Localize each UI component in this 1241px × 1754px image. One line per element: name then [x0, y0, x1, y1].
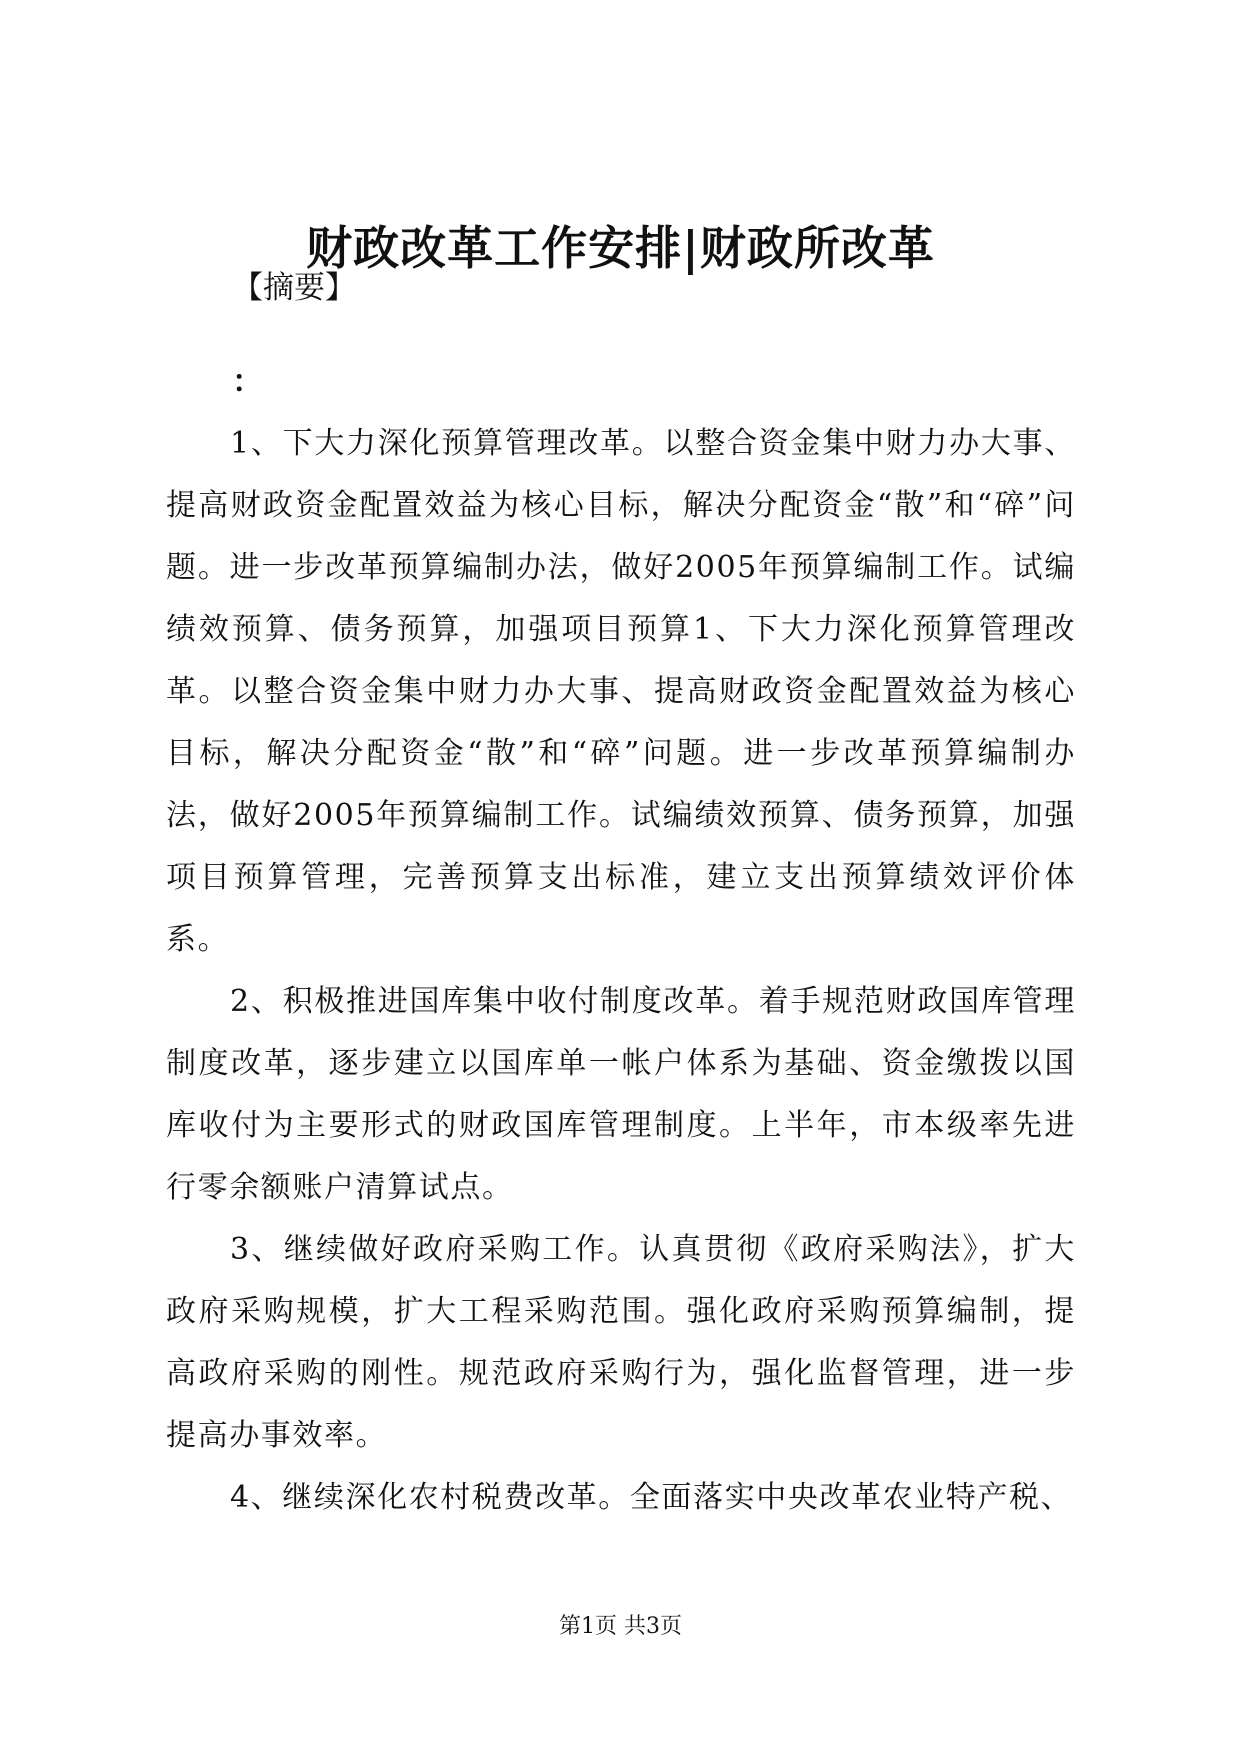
paragraph-1: 1、下大力深化预算管理改革。以整合资金集中财力办大事、提高财政资金配置效益为核心目标，解决分配资金“散”和“碎”问题。进一步改革预算编制办法，做好2005年预算编制工作。试编绩效预算、债务预算，加强项目预算1、下大力深化预算管理改革。以整合资金集中财力办大事、提高财政资金配置效益为核心目标，解决分配资金“散”和“碎”问题。进一步改革预算编制办法，做好2005年预算编制工作。试编绩效预算、债务预算，加强项目预算管理，完善预算支出标准，建立支出预算绩效评价体系。: [166, 426, 1076, 957]
paragraph-3: 3、继续做好政府采购工作。认真贯彻《政府采购法》，扩大政府采购规模，扩大工程采购范围。强化政府采购预算编制，提高政府采购的刚性。规范政府采购行为，强化监督管理，进一步提高办事效率。: [166, 1232, 1076, 1453]
page-footer: 第1页 共3页: [559, 1614, 682, 1639]
abstract-label: 【摘要】: [232, 270, 356, 306]
abstract-colon: ：: [232, 364, 263, 400]
document-title: 财政改革工作安排|财政所改革: [306, 221, 935, 275]
paragraph-4: 4、继续深化农村税费改革。全面落实中央改革农业特产税、: [230, 1480, 1073, 1515]
document-body: [166, 413, 1076, 1529]
paragraph-2: 2、积极推进国库集中收付制度改革。着手规范财政国库管理制度改革，逐步建立以国库单一帐户体系为基础、资金缴拨以国库收付为主要形式的财政国库管理制度。上半年，市本级率先进行零余额账户清算试点。: [166, 984, 1076, 1205]
